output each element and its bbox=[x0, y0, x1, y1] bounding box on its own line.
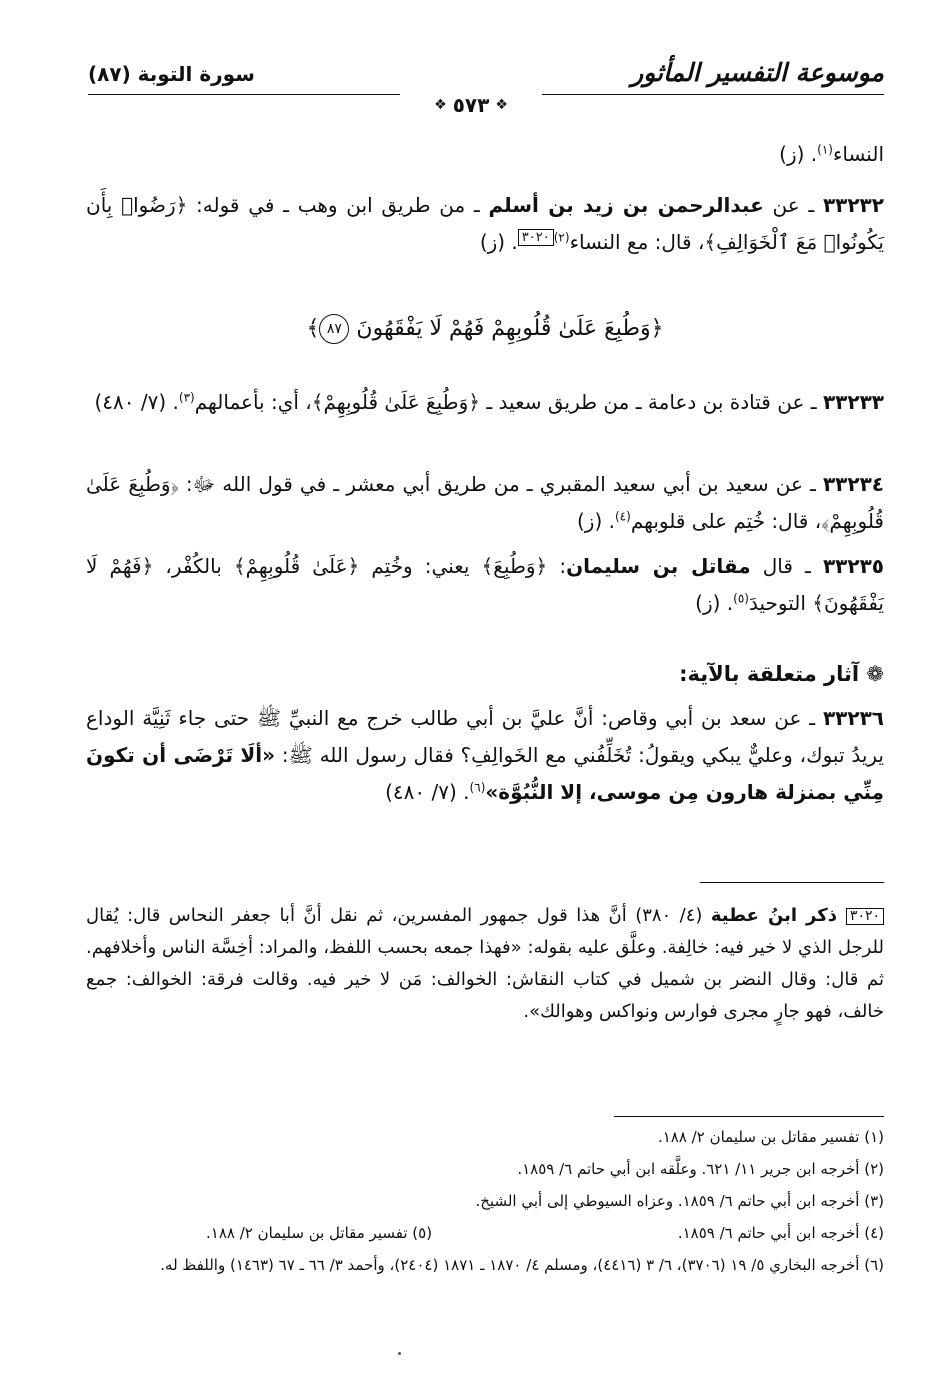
footnote-marker: (٤) bbox=[614, 509, 631, 524]
page-number: ٥٧٣ bbox=[452, 93, 490, 117]
print-speck bbox=[398, 1352, 401, 1355]
book-title: موسوعة التفسير المأثور bbox=[631, 58, 884, 87]
commentary-divider bbox=[700, 882, 884, 883]
commentary-ref-box: ٣٠٢٠ bbox=[518, 229, 554, 246]
entry-number: ٣٣٢٣٦ bbox=[822, 706, 884, 730]
footnote-marker: (١) bbox=[817, 142, 833, 157]
entry-continuation: النساء$^{(١)}$. (ز) bbox=[779, 142, 884, 166]
footnote-5: (٥) تفسير مقاتل بن سليمان ٢/ ١٨٨. bbox=[206, 1224, 433, 1242]
entry-33234: ٣٣٢٣٤ ـ عن سعيد بن أبي سعيد المقبري ـ من طريق أبي معشر ـ في قول الله ﷻ: ﴿وَطُبِعَ عَلَىٰ قُلُوبِهِمْ﴾، قال: خُتِم على قلوبهم$^{(٤)}$. (ز) bbox=[86, 472, 884, 533]
narrator-name: مقاتل بن سليمان bbox=[566, 554, 751, 578]
entry-number: ٣٣٢٣٣ bbox=[822, 390, 884, 414]
footnote-4-row bbox=[86, 1218, 884, 1248]
quran-verse: ﴿وَطُبِعَ عَلَىٰ قُلُوبِهِمْ فَهُمْ لَا يَفْقَهُونَ ٨٧﴾ bbox=[86, 314, 884, 344]
entry-number: ٣٣٢٣٥ bbox=[822, 554, 884, 578]
entry-33232: ٣٣٢٣٢ ـ عن عبدالرحمن بن زيد بن أسلم ـ من طريق ابن وهب ـ في قوله: ﴿رَضُوا۟ بِأَن يَكُونُوا۟ مَعَ ٱلْخَوَالِفِ﴾، قال: مع النساء$^{(٢)}$٣٠٢٠. (ز) bbox=[86, 193, 884, 254]
entry-number: ٣٣٢٣٤ bbox=[822, 472, 884, 496]
entry-33235: ٣٣٢٣٥ ـ قال مقاتل بن سليمان: ﴿وَطُبِعَ﴾ يعني: وخُتِم ﴿عَلَىٰ قُلُوبِهِمْ﴾ بالكُفْر، ﴿فَهُمْ لَا يَفْقَهُونَ﴾ التوحيدَ$^{(٥)}$. (ز) bbox=[86, 554, 884, 615]
note-lead: ذكر ابنُ عطية bbox=[710, 905, 846, 926]
ornament-icon: ❖ bbox=[434, 97, 447, 113]
footnote-marker: (٢) bbox=[553, 230, 570, 245]
footnote-6: (٦) أخرجه البخاري ٥/ ١٩ (٣٧٠٦)، ٦/ ٣ (٤٤١٦)، ومسلم ٤/ ١٨٧٠ ـ ١٨٧١ (٢٤٠٤)، وأحمد ٣/ ٦٦ ـ ٦٧ (١٤٦٣) واللفظ له. bbox=[160, 1256, 884, 1274]
page-number-block bbox=[400, 92, 542, 118]
hadith-quote: «ألَا تَرْضَى أن تكونَ مِنِّي بمنزلة هارون مِن موسى، إلا النُّبُوَّة» bbox=[86, 743, 884, 804]
footnote-3: (٣) أخرجه ابن أبي حاتم ٦/ ١٨٥٩. وعزاه السيوطي إلى أبي الشيخ. bbox=[475, 1192, 884, 1210]
entry-33236: ٣٣٢٣٦ ـ عن سعد بن أبي وقاص: أنَّ عليَّ بن أبي طالب خرج مع النبيِّ ﷺ حتى جاء ثَنِيَّة الوداع يريدُ تبوك، وعليٌّ يبكي ويقولُ: تُخَلِّفُني مع الخَوالِفِ؟ فقال رسول الله ﷺ: «ألَا تَرْضَى أن تكونَ مِنِّي بمنزلة هارون مِن موسى، إلا النُّبُوَّة»$^{(٦)}$. (٧/ ٤٨٠) bbox=[86, 706, 884, 804]
section-heading: ❁ آثار متعلقة بالآية: bbox=[679, 662, 884, 686]
footnote-4: (٤) أخرجه ابن أبي حاتم ٦/ ١٨٥٩. bbox=[677, 1224, 884, 1242]
footnote-marker: (٥) bbox=[733, 591, 749, 606]
footnote-marker: (٦) bbox=[469, 780, 486, 795]
footnote-2: (٢) أخرجه ابن جرير ١١/ ٦٢١. وعلَّقه ابن أبي حاتم ٦/ ١٨٥٩. bbox=[517, 1160, 884, 1178]
entry-number: ٣٣٢٣٢ bbox=[822, 193, 884, 217]
entry-33233: ٣٣٢٣٣ ـ عن قتادة بن دعامة ـ من طريق سعيد ـ ﴿وَطُبِعَ عَلَىٰ قُلُوبِهِمْ﴾، أي: بأعمالهم$^{(٣)}$. (٧/ ٤٨٠) bbox=[94, 390, 884, 414]
commentary-note: ٣٠٢٠ ذكر ابنُ عطية (٤/ ٣٨٠) أنَّ هذا قول جمهور المفسرين، ثم نقل أنَّ أبا جعفر النحاس قال: يُقال للرجل الذي لا خير فيه: خالِفة. وعلَّق عليه بقوله: «فهذا جمعه بحسب اللفظ، والمراد: أخِسَّة الناس وأخلافهم. ثم قال: وقال النضر بن شميل في كتاب النقاش: الخوالف: مَن لا خير فيه. وقالت فرقة: الخوالف: جمع خالف، فهو جارٍ مجرى فوارس ونواكس وهوالك». bbox=[86, 905, 884, 1022]
footnotes-divider bbox=[614, 1116, 884, 1117]
ornament-icon: ❖ bbox=[495, 97, 508, 113]
narrator-name: عبدالرحمن بن زيد بن أسلم bbox=[488, 193, 764, 217]
ayah-number-badge: ٨٧ bbox=[319, 314, 349, 344]
footnote-marker: (٣) bbox=[178, 390, 195, 405]
commentary-ref-box: ٣٠٢٠ bbox=[846, 908, 884, 925]
surah-reference: سورة التوبة (٨٧) bbox=[88, 62, 255, 86]
footnote-1: (١) تفسير مقاتل بن سليمان ٢/ ١٨٨. bbox=[657, 1128, 884, 1146]
